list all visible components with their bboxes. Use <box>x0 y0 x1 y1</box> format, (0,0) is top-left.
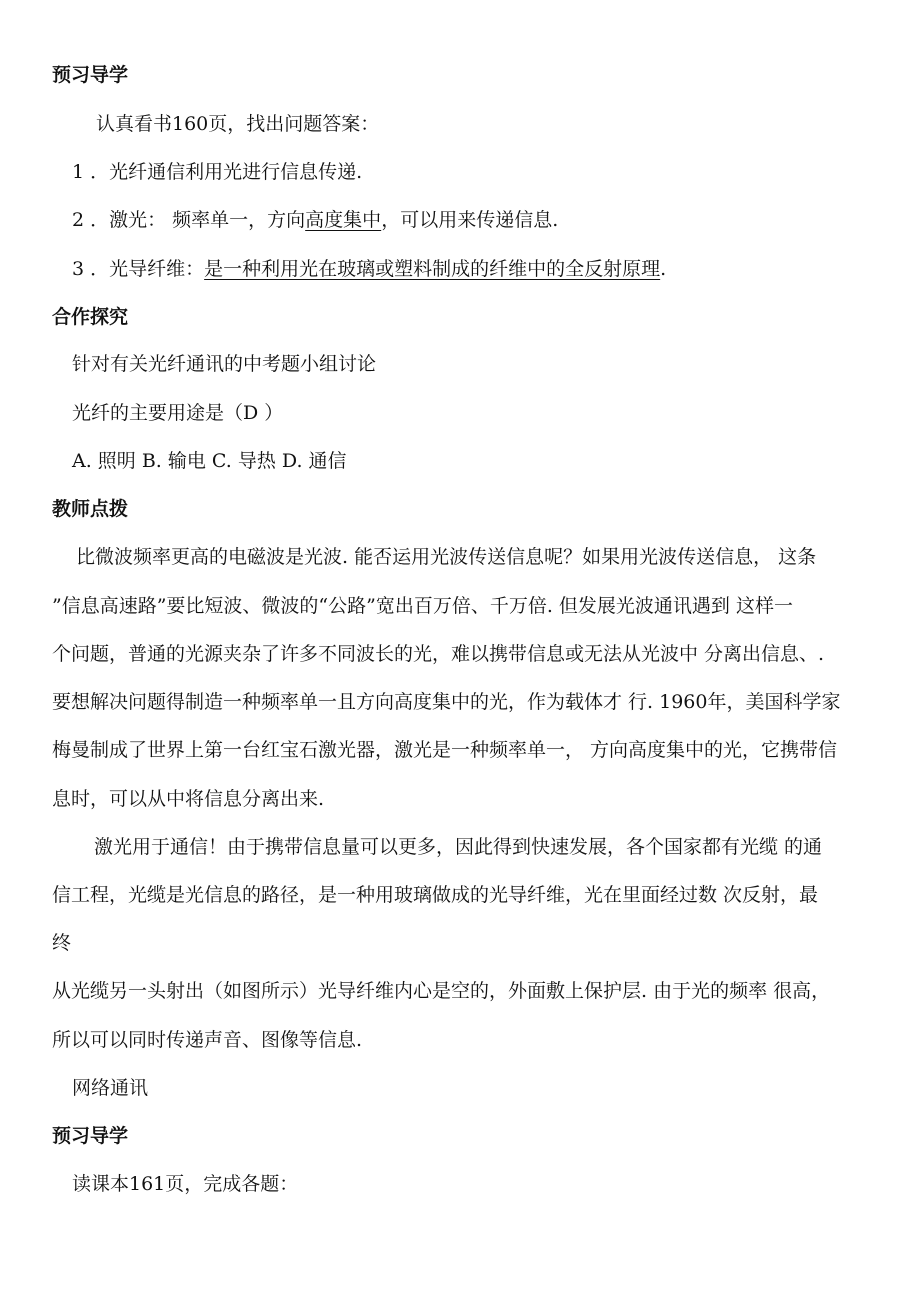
intro-text-2: 读课本161页，完成各题： <box>72 1173 299 1195</box>
list-item-2-suffix: ，可以用来传递信息. <box>381 209 559 231</box>
list-item-2-prefix: 2 ．激光： 频率单一，方向 <box>72 209 306 231</box>
list-item-3-suffix: . <box>660 258 667 280</box>
section-title-network: 网络通讯 <box>72 1077 149 1099</box>
question-text: 光纤的主要用途是（D ） <box>72 402 284 424</box>
discussion-text: 针对有关光纤通讯的中考题小组讨论 <box>72 353 377 375</box>
list-item-2 <box>72 211 558 230</box>
paragraph-line: 比微波频率更高的电磁波是光波. 能否运用光波传送信息呢？如果用光波传送信息， 这条 <box>76 546 817 568</box>
section-heading-preview: 预习导学 <box>52 64 129 86</box>
paragraph-line: ”信息高速路”要比短波、微波的“公路”宽出百万倍、千万倍. 但发展光波通讯遇到 这样一 <box>52 595 793 617</box>
paragraph-line: 终 <box>52 932 72 954</box>
answer-options: A. 照明 B. 输电 C. 导热 D. 通信 <box>72 450 347 472</box>
list-item-3-prefix: 3 ．光导纤维： <box>72 258 205 280</box>
list-item-3 <box>72 260 666 279</box>
paragraph-line: 激光用于通信！由于携带信息量可以更多，因此得到快速发展，各个国家都有光缆 的通 <box>94 836 823 858</box>
paragraph-line: 信工程，光缆是光信息的路径，是一种用玻璃做成的光导纤维，光在里面经过数 次反射，最 <box>52 884 819 906</box>
section-heading-teacher: 教师点拨 <box>52 498 129 520</box>
underlined-answer: 高度集中 <box>305 209 382 231</box>
paragraph-line: 从光缆另一头射出（如图所示）光导纤维内心是空的，外面敷上保护层. 由于光的频率 很高， <box>52 980 831 1002</box>
intro-text: 认真看书160页，找出问题答案： <box>96 113 380 135</box>
paragraph-line: 所以可以同时传递声音、图像等信息. <box>52 1029 363 1051</box>
list-item-1: 1 ．光纤通信利用光进行信息传递. <box>72 161 363 183</box>
underlined-answer: 是一种利用光在玻璃或塑料制成的纤维中的全反射原理 <box>204 258 661 280</box>
section-heading-preview-2: 预习导学 <box>52 1125 129 1147</box>
paragraph-line: 梅曼制成了世界上第一台红宝石激光器，激光是一种频率单一， 方向高度集中的光，它携带信 <box>52 739 838 761</box>
section-heading-cooperate: 合作探究 <box>52 306 129 328</box>
paragraph-line: 个问题，普通的光源夹杂了许多不同波长的光，难以携带信息或无法从光波中 分离出信息、. <box>52 643 825 665</box>
paragraph-line: 要想解决问题得制造一种频率单一且方向高度集中的光，作为载体才 行. 1960年，美国科学家 <box>52 691 841 713</box>
paragraph-line: 息时，可以从中将信息分离出来. <box>52 788 325 810</box>
